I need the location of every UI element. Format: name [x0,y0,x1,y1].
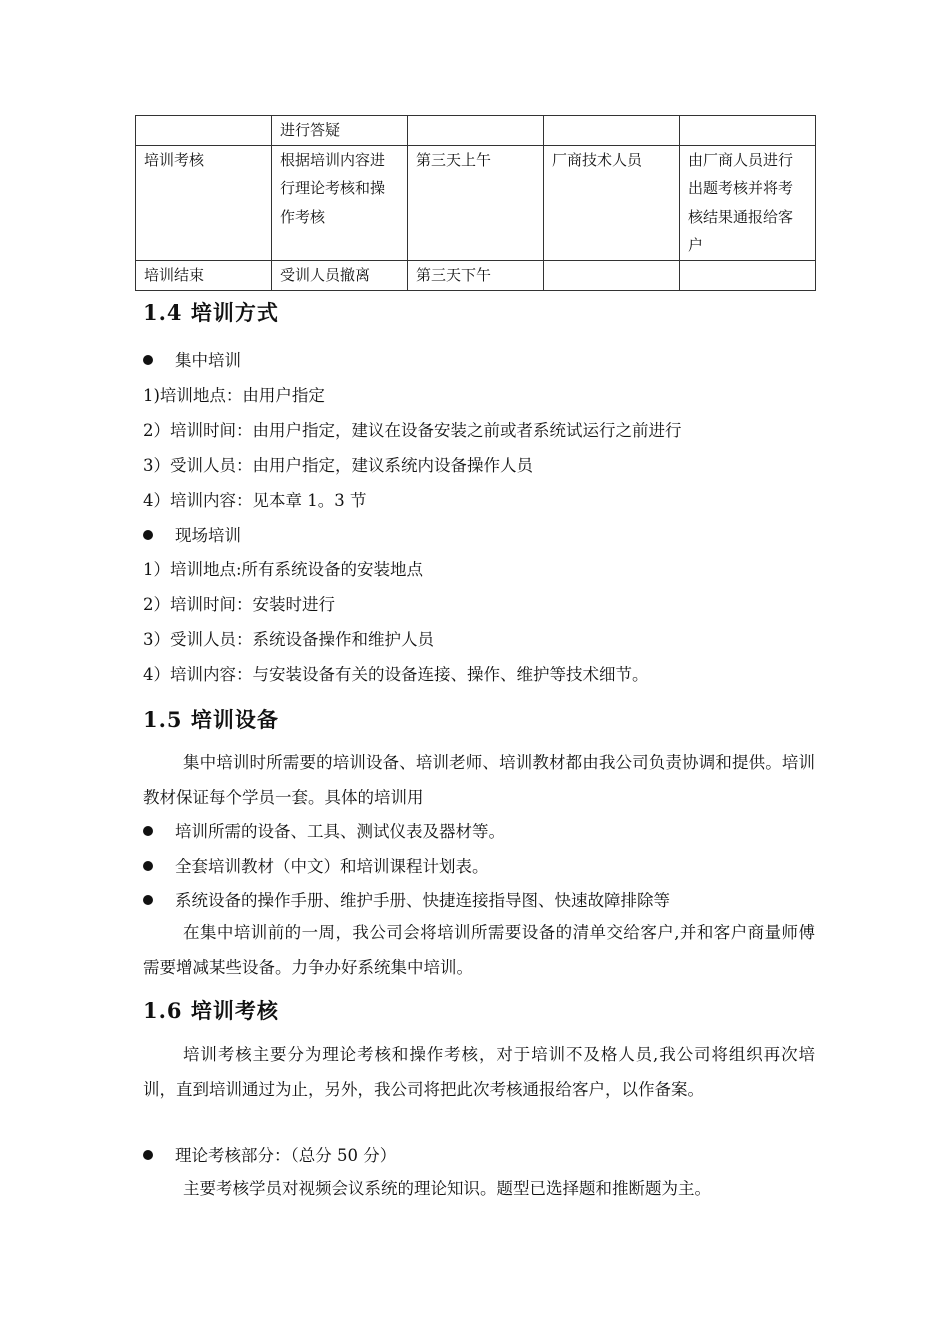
paragraph: 培训考核主要分为理论考核和操作考核，对于培训不及格人员,我公司将组织再次培训，直到培训通过为止，另外，我公司将把此次考核通报给客户，以作备案。 [143,1045,815,1099]
list-item: 1)培训地点：由用户指定 [143,386,325,405]
table-cell: 培训结束 [136,260,272,290]
table-row [136,145,816,260]
section-heading-1-4: 1.4 培训方式 [143,300,279,325]
bullet-icon [143,826,153,836]
bullet-item: 集中培训 [143,347,241,371]
bullet-item: 全套培训教材（中文）和培训课程计划表。 [143,853,489,877]
table-cell [136,116,272,146]
table-cell [544,116,680,146]
table-cell: 由厂商人员进行出题考核并将考核结果通报给客户 [680,145,816,260]
table-row [136,116,816,146]
table-cell: 第三天下午 [408,260,544,290]
table-cell: 进行答疑 [272,116,408,146]
training-schedule-table [135,115,816,291]
table-cell: 根据培训内容进行理论考核和操作考核 [272,145,408,260]
bullet-icon [143,1150,153,1160]
table-cell [680,260,816,290]
paragraph: 在集中培训前的一周，我公司会将培训所需要设备的清单交给客户,并和客户商量师傅需要增减某些设备。力争办好系统集中培训。 [143,923,815,977]
bullet-icon [143,895,153,905]
bullet-item: 现场培训 [143,522,241,546]
bullet-item: 培训所需的设备、工具、测试仪表及器材等。 [143,818,505,842]
list-item: 4）培训内容：见本章 1。3 节 [143,491,367,510]
table-cell: 第三天上午 [408,145,544,260]
bullet-icon [143,530,153,540]
bullet-item: 系统设备的操作手册、维护手册、快捷连接指导图、快速故障排除等 [143,887,670,911]
table-cell: 培训考核 [136,145,272,260]
bullet-icon [143,355,153,365]
table-cell [408,116,544,146]
bullet-item: 理论考核部分：（总分 50 分） [143,1142,396,1166]
list-item: 3）受训人员：系统设备操作和维护人员 [143,630,434,649]
table-row [136,260,816,290]
paragraph: 主要考核学员对视频会议系统的理论知识。题型已选择题和推断题为主。 [183,1179,711,1198]
table-cell [544,260,680,290]
list-item: 3）受训人员：由用户指定，建议系统内设备操作人员 [143,456,533,475]
list-item: 2）培训时间：安装时进行 [143,595,335,614]
paragraph: 集中培训时所需要的培训设备、培训老师、培训教材都由我公司负责协调和提供。培训教材保证每个学员一套。具体的培训用 [143,753,815,807]
list-item: 4）培训内容：与安装设备有关的设备连接、操作、维护等技术细节。 [143,665,649,684]
table-cell: 厂商技术人员 [544,145,680,260]
table-cell: 受训人员撤离 [272,260,408,290]
bullet-icon [143,861,153,871]
list-item: 1）培训地点:所有系统设备的安装地点 [143,560,424,579]
table-cell [680,116,816,146]
list-item: 2）培训时间：由用户指定，建议在设备安装之前或者系统试运行之前进行 [143,421,682,440]
section-heading-1-6: 1.6 培训考核 [143,998,279,1023]
section-heading-1-5: 1.5 培训设备 [143,707,279,732]
